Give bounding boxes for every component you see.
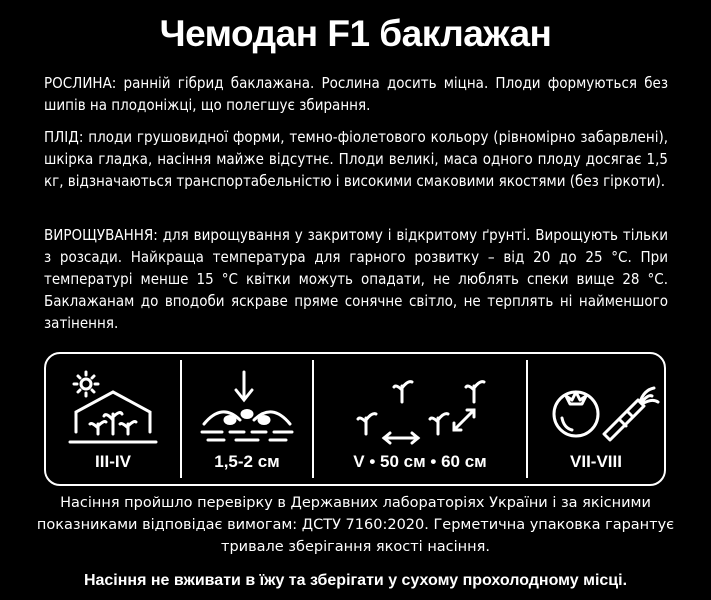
fruit-text: плоди грушовидної форми, темно-фіолетового кольору (рівномірно забарвлені), шкірка гладка, насіння майже відсутнє. Плоди великі, маса одного плоду досягає 1,5 кг, відзначаються транспортабельністю і високими смаковими якостями (без гіркоти).: [44, 128, 668, 190]
growing-description: [44, 224, 668, 334]
sowing-depth-icon: [182, 362, 312, 452]
planting-spacing-icon: [314, 362, 526, 452]
tomato-carrot-icon: [528, 362, 664, 452]
icon-panel: [44, 352, 666, 486]
sowing-depth-cell: [182, 354, 312, 484]
harvest-period-cell: [528, 354, 664, 484]
harvest-period-value: VII-VIII: [570, 452, 622, 471]
plant-description: [44, 72, 668, 116]
storage-warning: Насіння не вживати в їжу та зберігати у сухому прохолодному місці.: [83, 572, 628, 589]
plant-label: РОСЛИНА:: [44, 74, 117, 92]
product-title: Чемодан F1 баклажан: [159, 13, 552, 54]
sowing-period-cell: [46, 354, 180, 484]
greenhouse-sun-icon: [46, 362, 180, 452]
growing-label: ВИРОЩУВАННЯ:: [44, 226, 158, 244]
spacing-value: V • 50 см • 60 см: [353, 452, 487, 471]
fruit-label: ПЛІД:: [44, 128, 84, 146]
spacing-cell: [314, 354, 526, 484]
certification-text: Насіння пройшло перевірку в Державних лабораторіях України і за якісними показниками відповідає вимогам: ДСТУ 7160:2020. Герметична упаковка гарантує тривале зберігання якості насіння.: [36, 495, 675, 555]
sowing-depth-value: 1,5-2 см: [214, 452, 280, 471]
growing-text: для вирощування у закритому і відкритому ґрунті. Вирощують тільки з розсади. Найкраща температура для гарного розвитку – від 20 до 25 °С. При температурі менше 15 °С квітки можуть опадати, не люблять спеки вище 28 °С. Баклажанам до вподоби яскраве пряме сонячне світло, не терплять ні найменшого затінення.: [44, 226, 668, 332]
plant-text: ранній гібрид баклажана. Рослина досить міцна. Плоди формуються без шипів на плодоніжці, що полегшує збирання.: [44, 74, 668, 114]
fruit-description: [44, 126, 668, 192]
sowing-period-value: III-IV: [95, 452, 131, 471]
